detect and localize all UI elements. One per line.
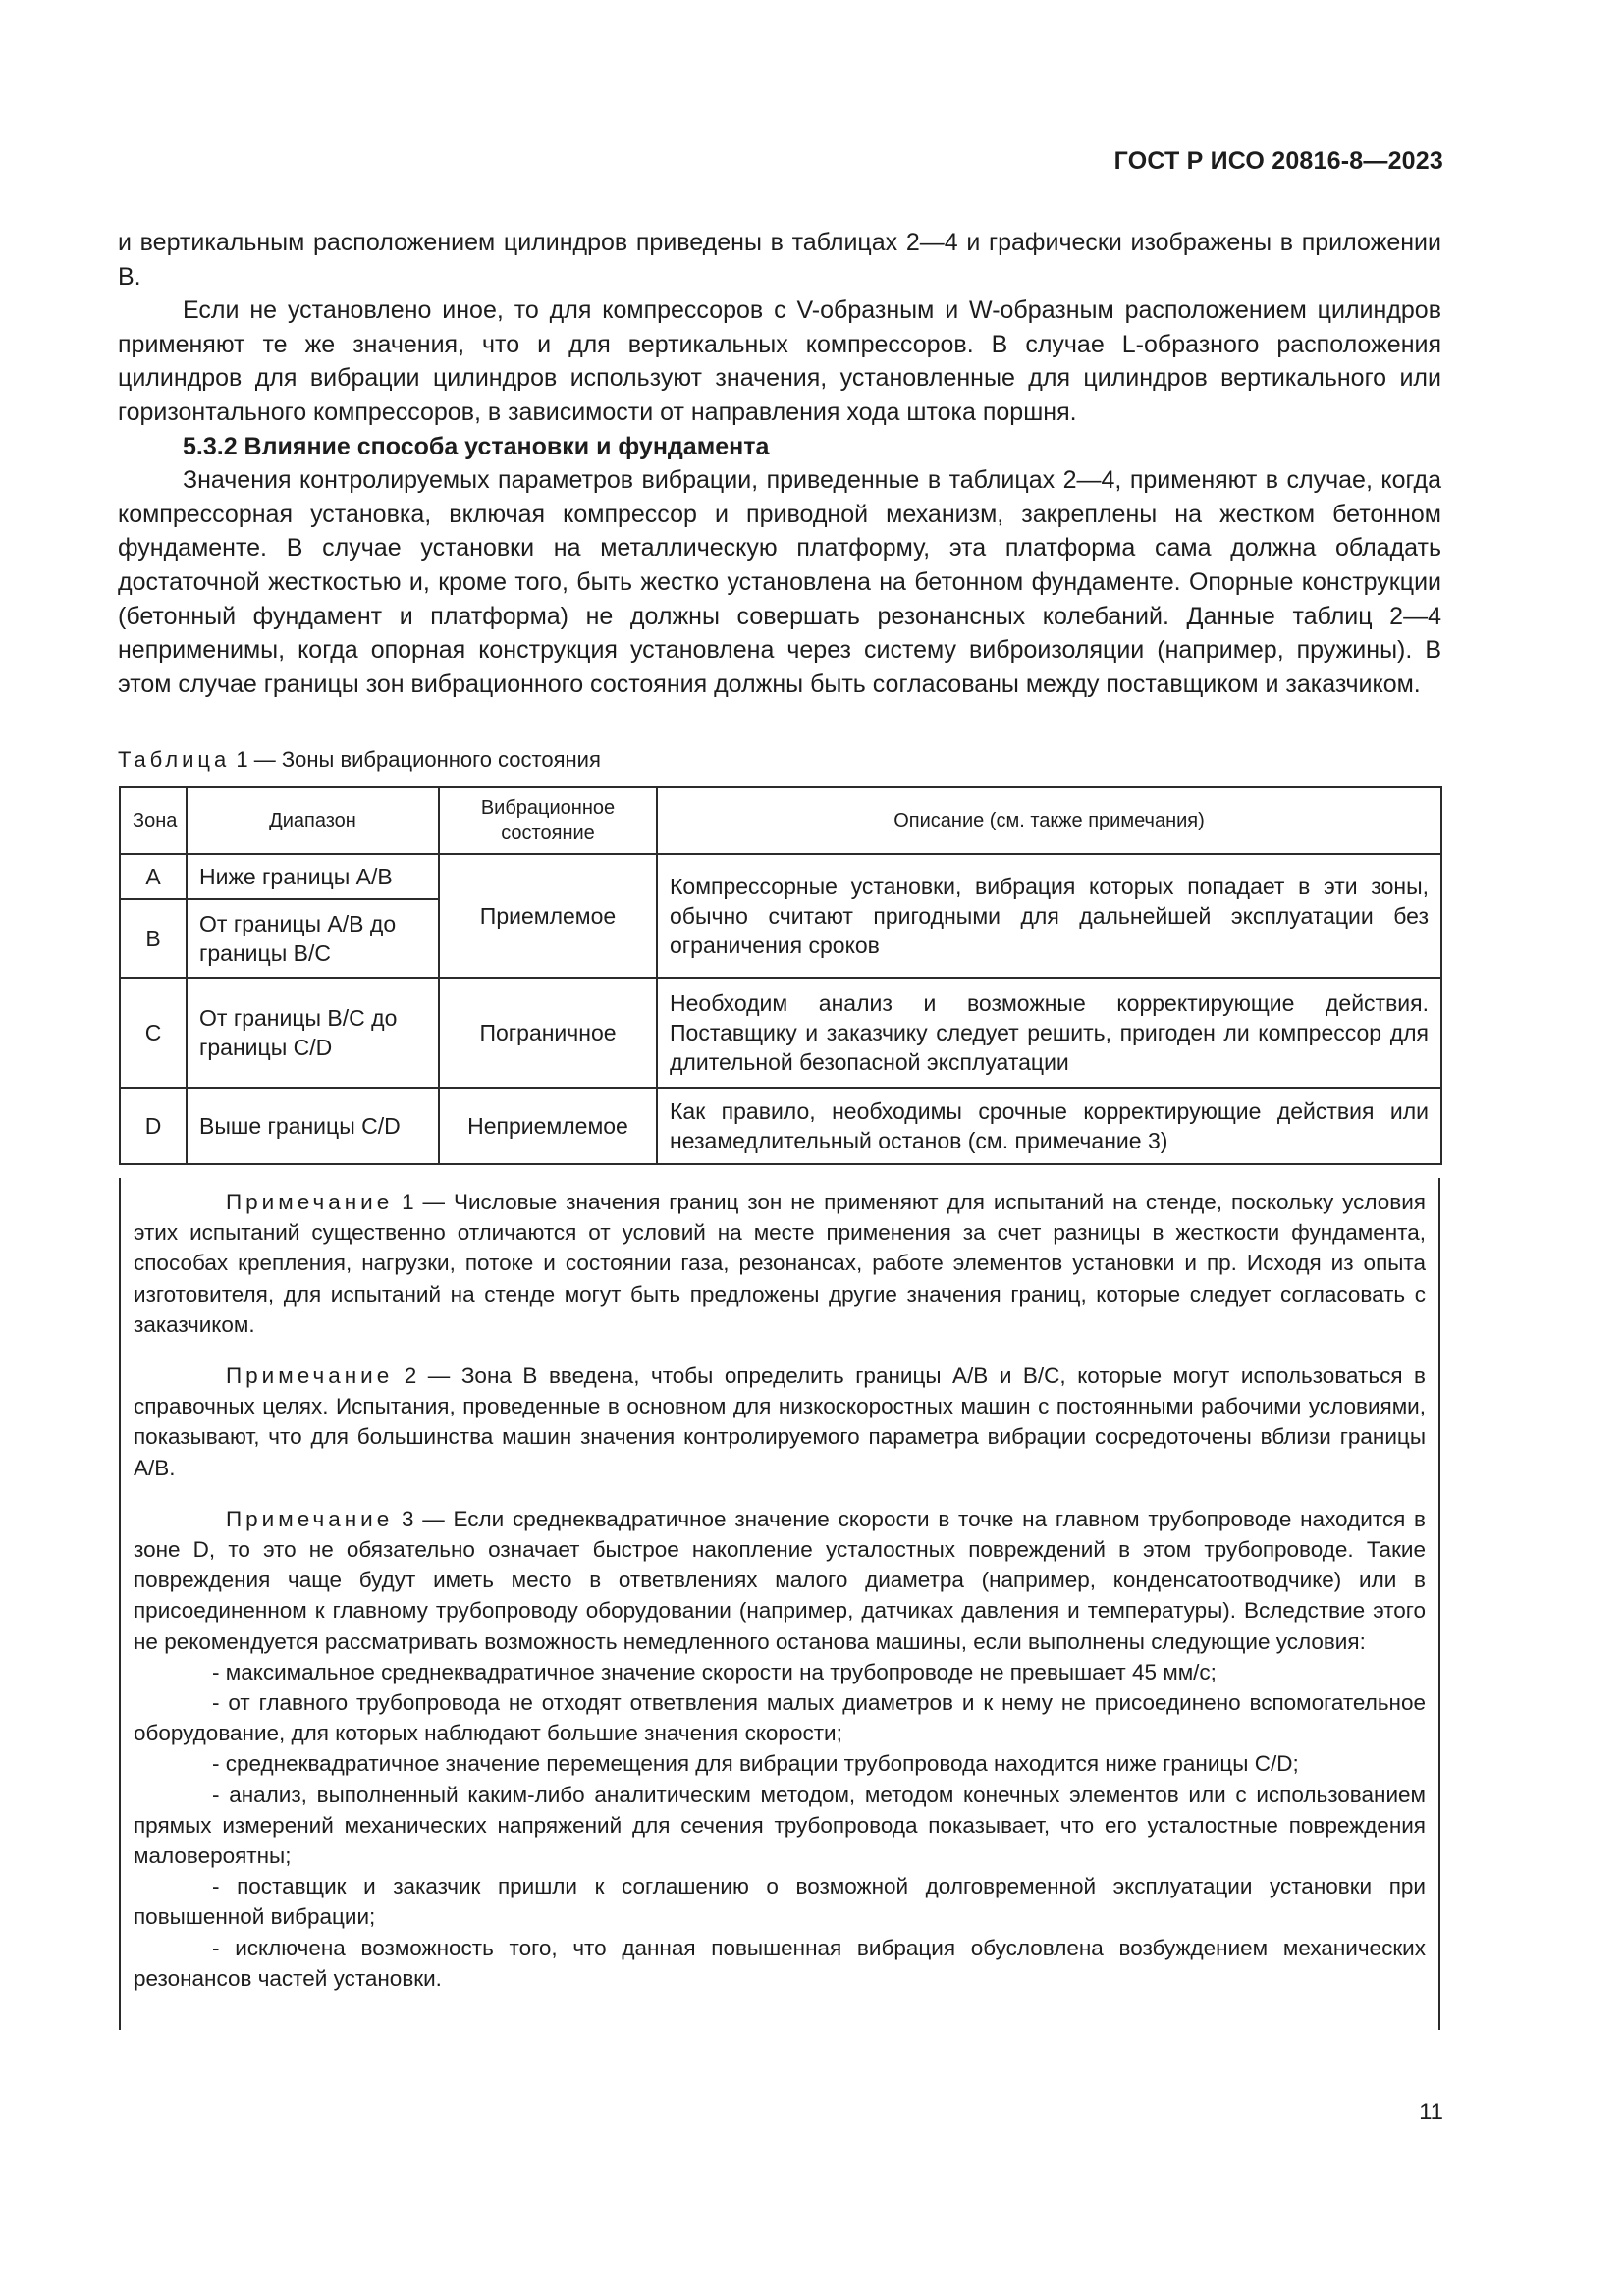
section-heading-5-3-2: 5.3.2 Влияние способа установки и фундамента bbox=[183, 432, 770, 460]
header-state: Вибрационное состояние bbox=[439, 787, 657, 854]
list-item: - среднеквадратичное значение перемещения для вибрации трубопровода находится ниже границы C/D; bbox=[212, 1751, 1299, 1777]
note-label: Примечание bbox=[226, 1506, 394, 1531]
zone-cell: C bbox=[120, 978, 187, 1088]
page-number: 11 bbox=[1419, 2099, 1443, 2125]
header-range: Диапазон bbox=[187, 787, 439, 854]
note-label: Примечание bbox=[226, 1190, 394, 1214]
table-row bbox=[120, 1088, 1441, 1164]
table-notes bbox=[119, 1178, 1440, 2030]
table-caption bbox=[118, 745, 601, 774]
note-number: 3 — bbox=[401, 1506, 445, 1531]
state-cell: Пограничное bbox=[439, 978, 657, 1088]
range-cell: Выше границы C/D bbox=[187, 1088, 439, 1164]
note-text: Числовые значения границ зон не применяют для испытаний на стенде, поскольку условия этих испытаний существенно отличаются от условий на месте применения за счет разницы в жесткости фундамента, способах крепления, нагрузки, потоке и состоянии газа, резонансах, работе элементов установки и пр. Исходя из опыта изготовителя, для испытаний на стенде могут быть предложены другие значения границ, которые следует согласовать с заказчиком. bbox=[134, 1190, 1426, 1337]
list-item: - исключена возможность того, что данная повышенная вибрация обусловлена возбуждением механических резонансов частей установки. bbox=[134, 1935, 1426, 1991]
table-caption-label: Таблица bbox=[118, 747, 231, 772]
note-text: Если среднеквадратичное значение скорости в точке на главном трубопроводе находится в зоне D, то это не обязательно означает быстрое накопление усталостных повреждений в этом трубопроводе. Такие повреждения чаще будут иметь место в ответвлениях малого диаметра (например, конденсатоотводчике) или в присоединенном к главному трубопроводу оборудовании (например, датчиках давления и температуры). Вследствие этого не рекомендуется рассматривать возможность немедленного останова машины, если выполнены следующие условия: bbox=[134, 1506, 1426, 1654]
range-cell: От границы A/B до границы B/C bbox=[187, 899, 439, 978]
table-caption-text: 1 — Зоны вибрационного состояния bbox=[236, 747, 601, 772]
note-text: Зона B введена, чтобы определить границы A/B и B/C, которые могут использоваться в справочных целях. Испытания, проведенные в основном для низкоскоростных машин с постоянными рабочими условиями, показывают, что для большинства машин значения контролируемого параметра вибрации сосредоточены вблизи границы A/B. bbox=[134, 1363, 1426, 1480]
state-cell: Приемлемое bbox=[439, 854, 657, 978]
header-zone: Зона bbox=[120, 787, 187, 854]
paragraph-continuation: и вертикальным расположением цилиндров приведены в таблицах 2—4 и графически изображены в приложении В. bbox=[118, 229, 1441, 291]
zone-cell: D bbox=[120, 1088, 187, 1164]
list-item: - максимальное среднеквадратичное значение скорости на трубопроводе не превышает 45 мм/с; bbox=[212, 1659, 1217, 1684]
description-cell: Как правило, необходимы срочные корректирующие действия или незамедлительный останов (см. примечание 3) bbox=[657, 1088, 1441, 1164]
table-header-row bbox=[120, 787, 1441, 854]
note-number: 1 — bbox=[402, 1190, 446, 1214]
note-3 bbox=[134, 1504, 1426, 1657]
list-item: - анализ, выполненный каким-либо аналитическим методом, методом конечных элементов или с использованием прямых измерений механических напряжений для сечения трубопровода показывает, что его усталостные повреждения маловероятны; bbox=[134, 1782, 1426, 1869]
description-cell: Компрессорные установки, вибрация которых попадает в эти зоны, обычно считают пригодными для дальнейшей эксплуатации без ограничения сроков bbox=[657, 854, 1441, 978]
note-1 bbox=[134, 1187, 1426, 1340]
body-text bbox=[118, 226, 1441, 701]
note-number: 2 — bbox=[404, 1363, 451, 1389]
header-description: Описание (см. также примечания) bbox=[657, 787, 1441, 854]
vibration-zones-table bbox=[119, 786, 1442, 1165]
document-code-header: ГОСТ Р ИСО 20816-8—2023 bbox=[1113, 147, 1443, 175]
range-cell: Ниже границы A/B bbox=[187, 854, 439, 899]
paragraph-foundation: Значения контролируемых параметров вибрации, приведенные в таблицах 2—4, применяют в случае, когда компрессорная установка, включая компрессор и приводной механизм, закреплены на жестком бетонном фундаменте. В случае установки на металлическую платформу, эта платформа сама должна обладать достаточной жесткостью и, кроме того, быть жестко установлена на бетонном фундаменте. Опорные конструкции (бетонный фундамент и платформа) не должны совершать резонансных колебаний. Данные таблиц 2—4 неприменимы, когда опорная конструкция установлена через систему виброизоляции (например, пружины). В этом случае границы зон вибрационного состояния должны быть согласованы между поставщиком и заказчиком. bbox=[118, 466, 1441, 698]
state-cell: Неприемлемое bbox=[439, 1088, 657, 1164]
list-item: - поставщик и заказчик пришли к соглашению о возможной долговременной эксплуатации установки при повышенной вибрации; bbox=[134, 1874, 1426, 1930]
table-row bbox=[120, 854, 1441, 899]
zone-cell: B bbox=[120, 899, 187, 978]
paragraph-cylinder-arrangement: Если не установлено иное, то для компрессоров с V-образным и W-образным расположением цилиндров применяют те же значения, что и для вертикальных компрессоров. В случае L-образного расположения цилиндров для вибрации цилиндров используют значения, установленные для цилиндров вертикального или горизонтального компрессоров, в зависимости от направления хода штока поршня. bbox=[118, 296, 1441, 426]
table-row bbox=[120, 978, 1441, 1088]
zone-cell: A bbox=[120, 854, 187, 899]
list-item: - от главного трубопровода не отходят ответвления малых диаметров и к нему не присоединено вспомогательное оборудование, для которых наблюдают большие значения скорости; bbox=[134, 1690, 1426, 1746]
note-2 bbox=[134, 1361, 1426, 1483]
description-cell: Необходим анализ и возможные корректирующие действия. Поставщику и заказчику следует решить, пригоден ли компрессор для длительной безопасной эксплуатации bbox=[657, 978, 1441, 1088]
range-cell: От границы B/C до границы C/D bbox=[187, 978, 439, 1088]
note-label: Примечание bbox=[226, 1363, 394, 1389]
